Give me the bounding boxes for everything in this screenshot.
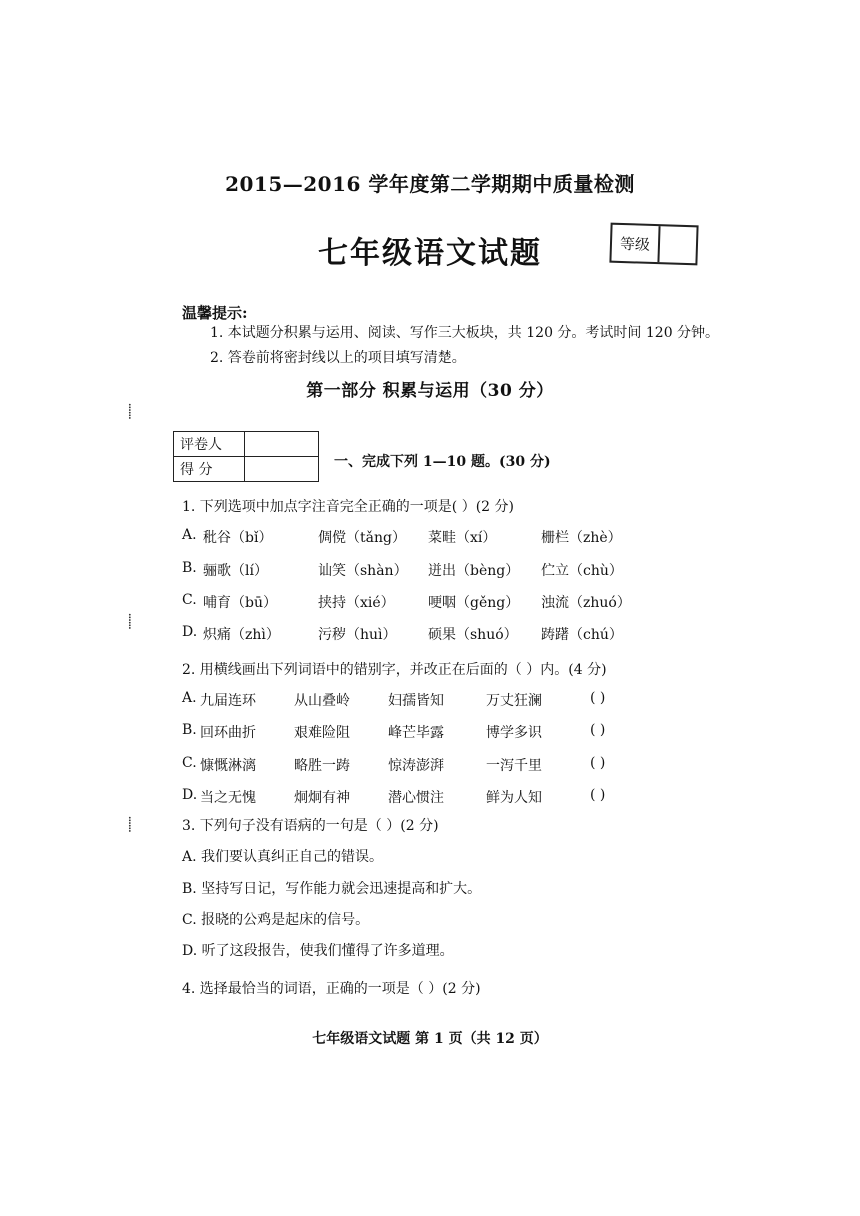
option-item: 哽咽（gěng） bbox=[428, 595, 520, 611]
score-table bbox=[173, 431, 319, 482]
q3-option-d: D. 听了这段报告，使我们懂得了许多道理。 bbox=[182, 943, 454, 959]
option-item: 妇孺皆知 bbox=[388, 693, 444, 709]
option-item: 万丈狂澜 bbox=[486, 693, 542, 709]
tip-item: 1. 本试题分积累与运用、阅读、写作三大板块，共 120 分。考试时间 120 分钟。 bbox=[210, 325, 720, 341]
option-label: C. bbox=[182, 755, 197, 771]
option-item: 略胜一踌 bbox=[294, 758, 350, 774]
tips-title: 温馨提示: bbox=[182, 304, 248, 322]
binding-mark: ⸽ bbox=[128, 404, 132, 420]
option-item: 从山叠岭 bbox=[294, 693, 350, 709]
option-label: D. bbox=[182, 624, 198, 640]
option-item: 骊歌（lí） bbox=[203, 563, 268, 579]
answer-blank[interactable]: ( ) bbox=[590, 722, 606, 738]
q3-option-b: B. 坚持写日记，写作能力就会迅速提高和扩大。 bbox=[182, 881, 482, 897]
option-label: A. bbox=[182, 690, 197, 706]
option-item: 秕谷（bǐ） bbox=[203, 530, 273, 546]
page-footer: 七年级语文试题 第 1 页（共 12 页） bbox=[312, 1031, 548, 1047]
part-title: 第一部分 积累与运用（30 分） bbox=[306, 381, 554, 401]
option-item: 一泻千里 bbox=[486, 758, 542, 774]
q3-option-c: C. 报晓的公鸡是起床的信号。 bbox=[182, 912, 370, 928]
option-item: 慷慨淋漓 bbox=[200, 758, 256, 774]
option-item: 硕果（shuó） bbox=[428, 627, 518, 643]
option-item: 博学多识 bbox=[486, 725, 542, 741]
option-label: A. bbox=[182, 527, 197, 543]
score-label: 得 分 bbox=[174, 457, 245, 482]
tip-item: 2. 答卷前将密封线以上的项目填写清楚。 bbox=[210, 350, 466, 366]
binding-mark: ⸽ bbox=[128, 817, 132, 833]
grade-label: 等级 bbox=[611, 225, 660, 262]
option-item: 鲜为人知 bbox=[486, 790, 542, 806]
reviewer-cell bbox=[245, 432, 319, 457]
grade-value-cell bbox=[659, 226, 696, 263]
reviewer-label: 评卷人 bbox=[174, 432, 245, 457]
option-label: D. bbox=[182, 787, 198, 803]
option-item: 伫立（chù） bbox=[541, 563, 623, 579]
option-item: 艰难险阻 bbox=[294, 725, 350, 741]
option-item: 惊涛澎湃 bbox=[388, 758, 444, 774]
score-cell bbox=[245, 457, 319, 482]
q2-stem: 2. 用横线画出下列词语中的错别字，并改正在后面的（ ）内。(4 分) bbox=[182, 662, 607, 678]
option-item: 污秽（huì） bbox=[318, 627, 397, 643]
section-title: 一、完成下列 1—10 题。(30 分) bbox=[334, 454, 551, 470]
option-item: 炯炯有神 bbox=[294, 790, 350, 806]
q4-stem: 4. 选择最恰当的词语，正确的一项是（ ）(2 分) bbox=[182, 981, 481, 997]
option-item: 栅栏（zhè） bbox=[541, 530, 622, 546]
option-item: 踌躇（chú） bbox=[541, 627, 623, 643]
answer-blank[interactable]: ( ) bbox=[590, 787, 606, 803]
option-item: 峰芒毕露 bbox=[388, 725, 444, 741]
q3-option-a: A. 我们要认真纠正自己的错误。 bbox=[182, 849, 384, 865]
option-label: B. bbox=[182, 560, 197, 576]
exam-subtitle: 七年级语文试题 bbox=[318, 236, 542, 271]
answer-blank[interactable]: ( ) bbox=[590, 690, 606, 706]
exam-title: 2015—2016 学年度第二学期期中质量检测 bbox=[225, 172, 635, 196]
grade-box bbox=[609, 223, 698, 266]
option-item: 讪笑（shàn） bbox=[318, 563, 408, 579]
option-item: 当之无愧 bbox=[200, 790, 256, 806]
option-label: B. bbox=[182, 722, 197, 738]
option-item: 哺育（bū） bbox=[203, 595, 277, 611]
option-item: 九届连环 bbox=[200, 693, 256, 709]
option-item: 炽痛（zhì） bbox=[203, 627, 280, 643]
option-item: 潜心惯注 bbox=[388, 790, 444, 806]
binding-mark: ⸽ bbox=[128, 614, 132, 630]
option-item: 浊流（zhuó） bbox=[541, 595, 631, 611]
option-label: C. bbox=[182, 592, 197, 608]
q3-stem: 3. 下列句子没有语病的一句是（ ）(2 分) bbox=[182, 818, 439, 834]
option-item: 菜畦（xí） bbox=[428, 530, 497, 546]
option-item: 回环曲折 bbox=[200, 725, 256, 741]
option-item: 倜傥（tǎng） bbox=[318, 530, 406, 546]
option-item: 迸出（bèng） bbox=[428, 563, 520, 579]
q1-stem: 1. 下列选项中加点字注音完全正确的一项是( ）(2 分) bbox=[182, 499, 514, 515]
option-item: 挟持（xié） bbox=[318, 595, 395, 611]
answer-blank[interactable]: ( ) bbox=[590, 755, 606, 771]
